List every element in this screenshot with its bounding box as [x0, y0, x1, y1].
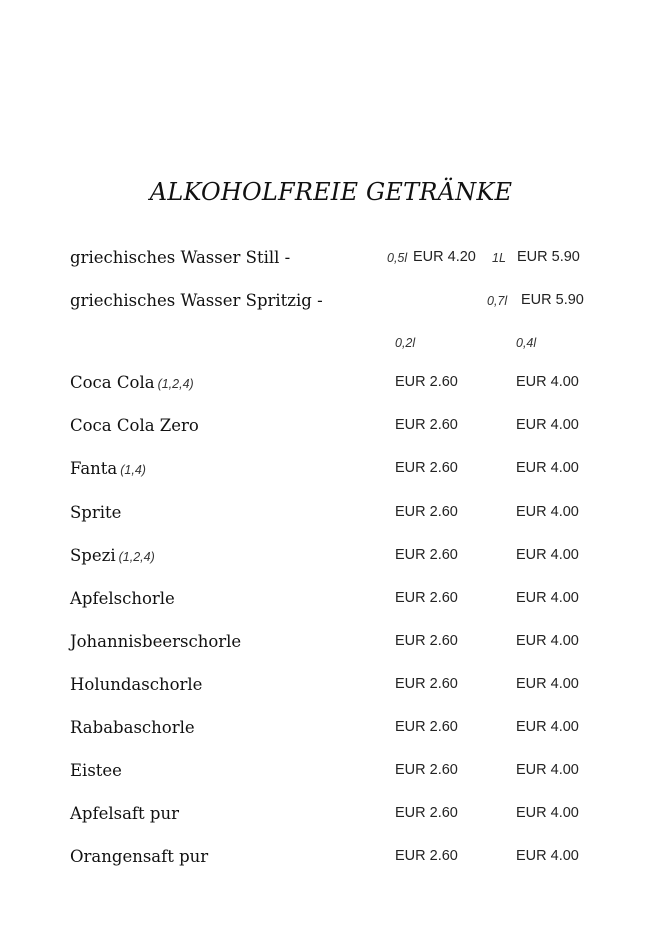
additive-note: (1,4) — [120, 463, 146, 477]
menu-row — [0, 459, 657, 483]
volume-label: 1L — [492, 251, 506, 265]
item-price-large: EUR 4.00 — [516, 460, 579, 476]
volume-label: 0,7l — [487, 294, 508, 308]
item-name: griechisches Wasser Still - — [70, 248, 291, 267]
item-name: Coca Cola (1,2,4) — [70, 373, 194, 392]
item-price-large: EUR 4.00 — [516, 762, 579, 778]
menu-row — [0, 632, 657, 656]
item-name: Fanta (1,4) — [70, 459, 146, 478]
item-name: Coca Cola Zero — [70, 416, 199, 435]
item-price-small: EUR 2.60 — [395, 719, 458, 735]
menu-row — [0, 373, 657, 397]
additive-note: (1,2,4) — [157, 377, 194, 391]
menu-row — [0, 589, 657, 613]
item-price-small: EUR 2.60 — [395, 590, 458, 606]
item-name: Eistee — [70, 761, 122, 780]
item-price-small: EUR 2.60 — [395, 762, 458, 778]
item-price-large: EUR 4.00 — [516, 504, 579, 520]
item-price-small: EUR 2.60 — [395, 633, 458, 649]
menu-row — [0, 675, 657, 699]
item-price-large: EUR 4.00 — [516, 805, 579, 821]
volume-label: 0,5l — [387, 251, 408, 265]
item-price-small: EUR 2.60 — [395, 848, 458, 864]
item-name: Apfelschorle — [70, 589, 175, 608]
menu-row — [0, 546, 657, 570]
item-price-large: EUR 4.00 — [516, 676, 579, 692]
item-price-large: EUR 4.00 — [516, 848, 579, 864]
menu-row — [0, 761, 657, 785]
additive-note: (1,2,4) — [118, 550, 155, 564]
item-name: Johannisbeerschorle — [70, 632, 242, 651]
item-price-small: EUR 2.60 — [395, 460, 458, 476]
menu-row — [0, 847, 657, 871]
item-name: Apfelsaft pur — [70, 804, 179, 823]
menu-row-water-sparkling — [0, 291, 657, 315]
column-header-row — [0, 333, 657, 357]
item-name: Sprite — [70, 503, 122, 522]
item-price-small: EUR 2.60 — [395, 547, 458, 563]
item-name: Holundaschorle — [70, 675, 203, 694]
item-price-large: EUR 4.00 — [516, 590, 579, 606]
item-price-small: EUR 2.60 — [395, 417, 458, 433]
menu-row — [0, 416, 657, 440]
page-title: ALKOHOLFREIE GETRÄNKE — [149, 178, 513, 206]
item-price-small: EUR 2.60 — [395, 504, 458, 520]
item-price-large: EUR 4.00 — [516, 417, 579, 433]
item-name: Spezi (1,2,4) — [70, 546, 155, 565]
item-price-small: EUR 2.60 — [395, 374, 458, 390]
item-price-small: EUR 2.60 — [395, 805, 458, 821]
item-price: EUR 5.90 — [521, 292, 584, 308]
item-price-large: EUR 4.00 — [516, 719, 579, 735]
menu-row-water-still — [0, 248, 657, 272]
item-price-large: EUR 4.00 — [516, 374, 579, 390]
item-price-large: EUR 4.00 — [516, 633, 579, 649]
item-price: EUR 5.90 — [517, 249, 580, 265]
item-price: EUR 4.20 — [413, 249, 476, 265]
column-header-small: 0,2l — [395, 336, 416, 350]
menu-row — [0, 718, 657, 742]
item-price-small: EUR 2.60 — [395, 676, 458, 692]
column-header-large: 0,4l — [516, 336, 537, 350]
item-name: Rababaschorle — [70, 718, 195, 737]
item-name: griechisches Wasser Spritzig - — [70, 291, 323, 310]
item-name: Orangensaft pur — [70, 847, 209, 866]
menu-row — [0, 804, 657, 828]
menu-row — [0, 503, 657, 527]
item-price-large: EUR 4.00 — [516, 547, 579, 563]
